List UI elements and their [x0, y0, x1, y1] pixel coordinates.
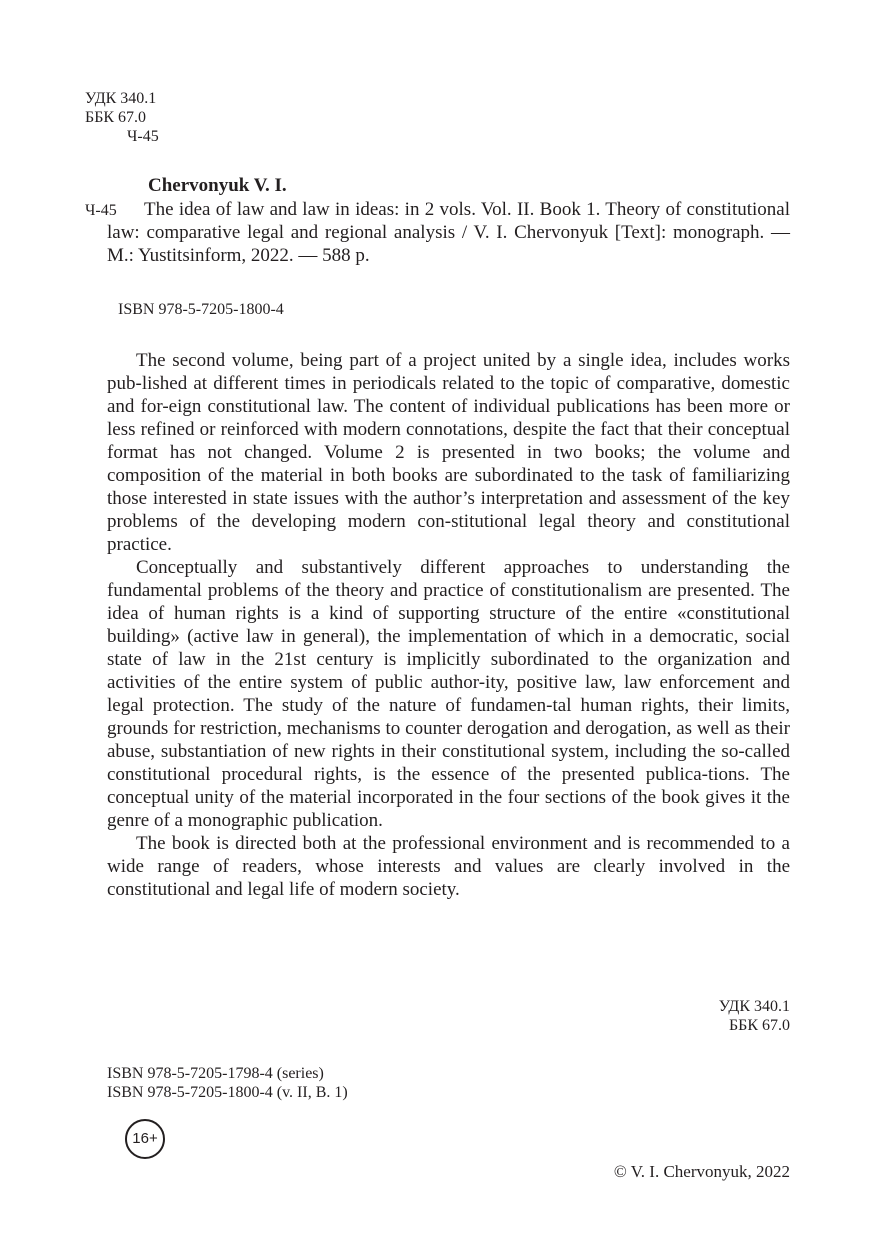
author-name: Chervonyuk V. I.: [148, 175, 287, 196]
udk-code: УДК 340.1: [85, 90, 157, 107]
isbn-list: [107, 1064, 348, 1102]
abstract: [107, 349, 790, 901]
isbn-main: ISBN 978-5-7205-1800-4: [118, 301, 284, 318]
bbk-code: ББК 67.0: [85, 109, 147, 126]
copyright-notice: © V. I. Chervonyuk, 2022: [613, 1162, 790, 1181]
bibliographic-description: [107, 198, 790, 267]
udk-code-bottom: УДК 340.1: [718, 998, 790, 1015]
classification-header: [85, 89, 159, 146]
isbn-series: ISBN 978-5-7205-1798-4 (series): [107, 1065, 324, 1082]
author-code-margin: Ч-45: [85, 202, 117, 219]
biblio-line-3: M.: Yustitsinform, 2022. — 588 p.: [107, 245, 370, 266]
abstract-paragraph-3: The book is directed both at the professional environment and is recommended to a wide range of readers, whose interests and values are clearly involved in the constitutional and legal life of modern society.: [107, 833, 790, 900]
biblio-line-1: The idea of law and law in ideas: in 2 vols. Vol. II. Book 1. Theory of constitutional: [144, 199, 790, 220]
classification-footer: [719, 997, 790, 1035]
abstract-paragraph-1: The second volume, being part of a project united by a single idea, includes works pub-lished at different times in periodicals related to the topic of comparative, domestic and for-eign constitutional law. The content of individual publications has been more or less refined or reinforced with modern connotations, despite the fact that their conceptual format has not changed. Volume 2 is presented in two books; the volume and composition of the material in both books are subordinated to the task of familiarizing those interested in state issues with the author’s interpretation and assessment of the key problems of the developing modern con-stitutional legal theory and constitutional practice.: [107, 350, 790, 555]
age-rating-badge: 16+: [125, 1119, 165, 1159]
abstract-paragraph-2: Conceptually and substantively different approaches to understanding the fundamental problems of the theory and practice of constitutionalism are presented. The idea of human rights is a kind of supporting structure of the entire «constitutional building» (active law in general), the implementation of which in a democratic, social state of law in the 21st century is implicitly subordinated to the organization and activities of the entire system of public author-ity, positive law, law enforcement and legal protection. The study of the nature of fundamen-tal human rights, their limits, grounds for restriction, mechanisms to counter derogation and derogation, as well as their abuse, substantiation of new rights in their constitutional system, including the so-called constitutional procedural rights, is the essence of the presented publica-tions. The conceptual unity of the material incorporated in the four sections of the book gives it the genre of a monographic publication.: [107, 557, 790, 831]
isbn-volume: ISBN 978-5-7205-1800-4 (v. II, B. 1): [107, 1084, 348, 1101]
bbk-code-bottom: ББК 67.0: [728, 1017, 790, 1034]
biblio-line-2: law: comparative legal and regional analysis / V. I. Chervonyuk [Text]: monograph. —: [107, 222, 790, 243]
author-sign: Ч-45: [127, 128, 159, 145]
